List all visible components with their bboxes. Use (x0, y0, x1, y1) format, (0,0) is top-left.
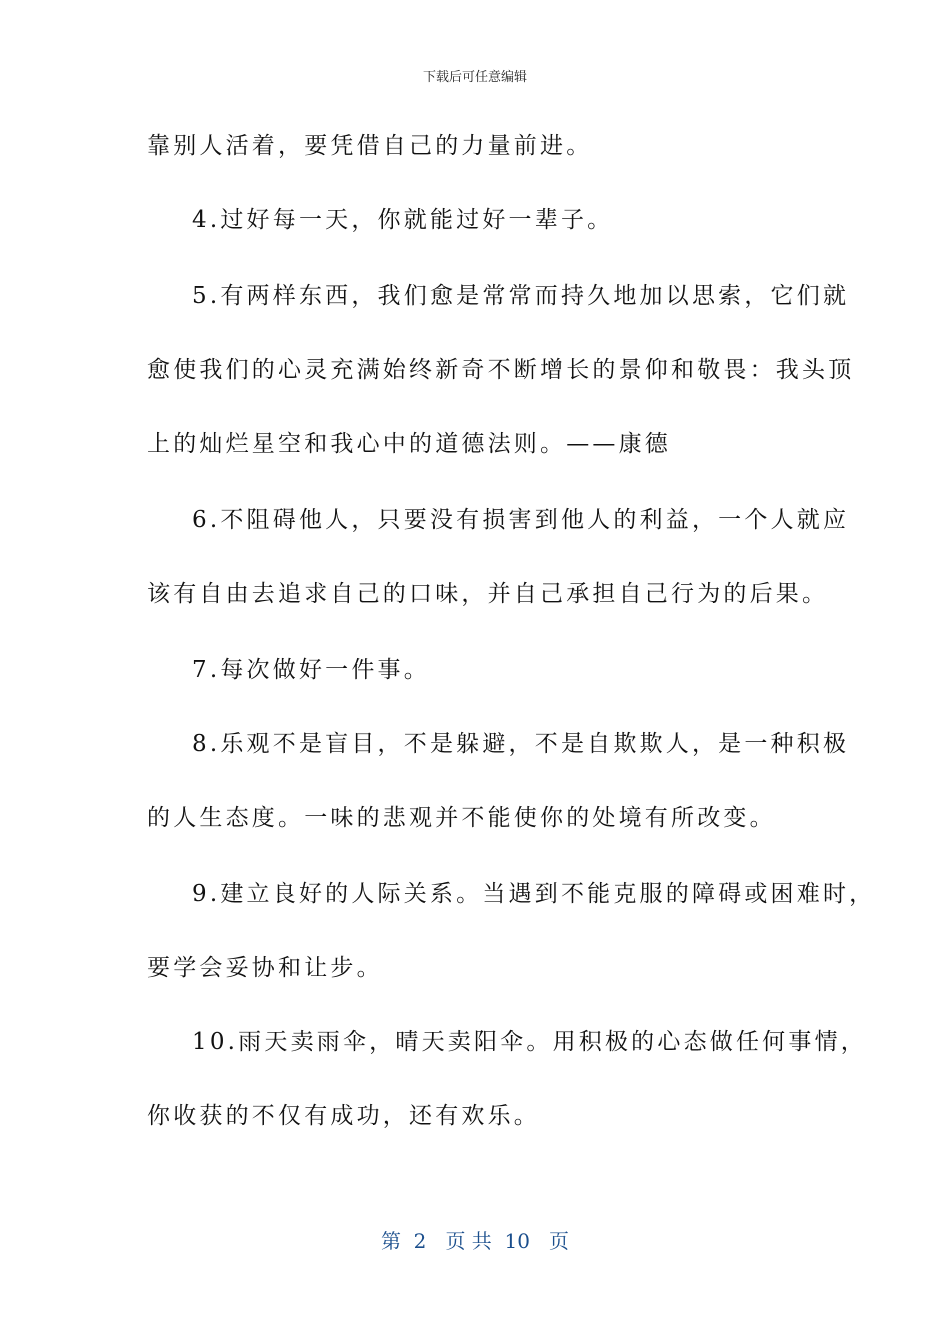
text-line: 靠别人活着，要凭借自己的力量前进。 (147, 133, 593, 159)
text-line: 愈使我们的心灵充满始终新奇不断增长的景仰和敬畏：我头顶 (147, 357, 855, 383)
text-line: 7.每次做好一件事。 (192, 657, 430, 683)
text-line: 4.过好每一天，你就能过好一辈子。 (192, 207, 614, 233)
text-line: 该有自由去追求自己的口味，并自己承担自己行为的后果。 (147, 581, 829, 607)
text-line: 要学会妥协和让步。 (147, 955, 383, 981)
page-footer: 第 2 页 共 10 页 (380, 1229, 570, 1253)
text-line: 上的灿烂星空和我心中的道德法则。——康德 (147, 431, 671, 457)
text-line: 9.建立良好的人际关系。当遇到不能克服的障碍或困难时， (192, 881, 876, 907)
text-line: 你收获的不仅有成功，还有欢乐。 (147, 1103, 540, 1129)
text-line: 6.不阻碍他人，只要没有损害到他人的利益，一个人就应 (192, 507, 850, 533)
text-line: 8.乐观不是盲目，不是躲避，不是自欺欺人，是一种积极 (192, 731, 850, 757)
text-line: 的人生态度。一味的悲观并不能使你的处境有所改变。 (147, 805, 776, 831)
page-header: 下载后可任意编辑 (422, 70, 527, 85)
text-line: 10.雨天卖雨伞，晴天卖阳伞。用积极的心态做任何事情， (192, 1029, 867, 1055)
text-line: 5.有两样东西，我们愈是常常而持久地加以思索，它们就 (192, 283, 850, 309)
